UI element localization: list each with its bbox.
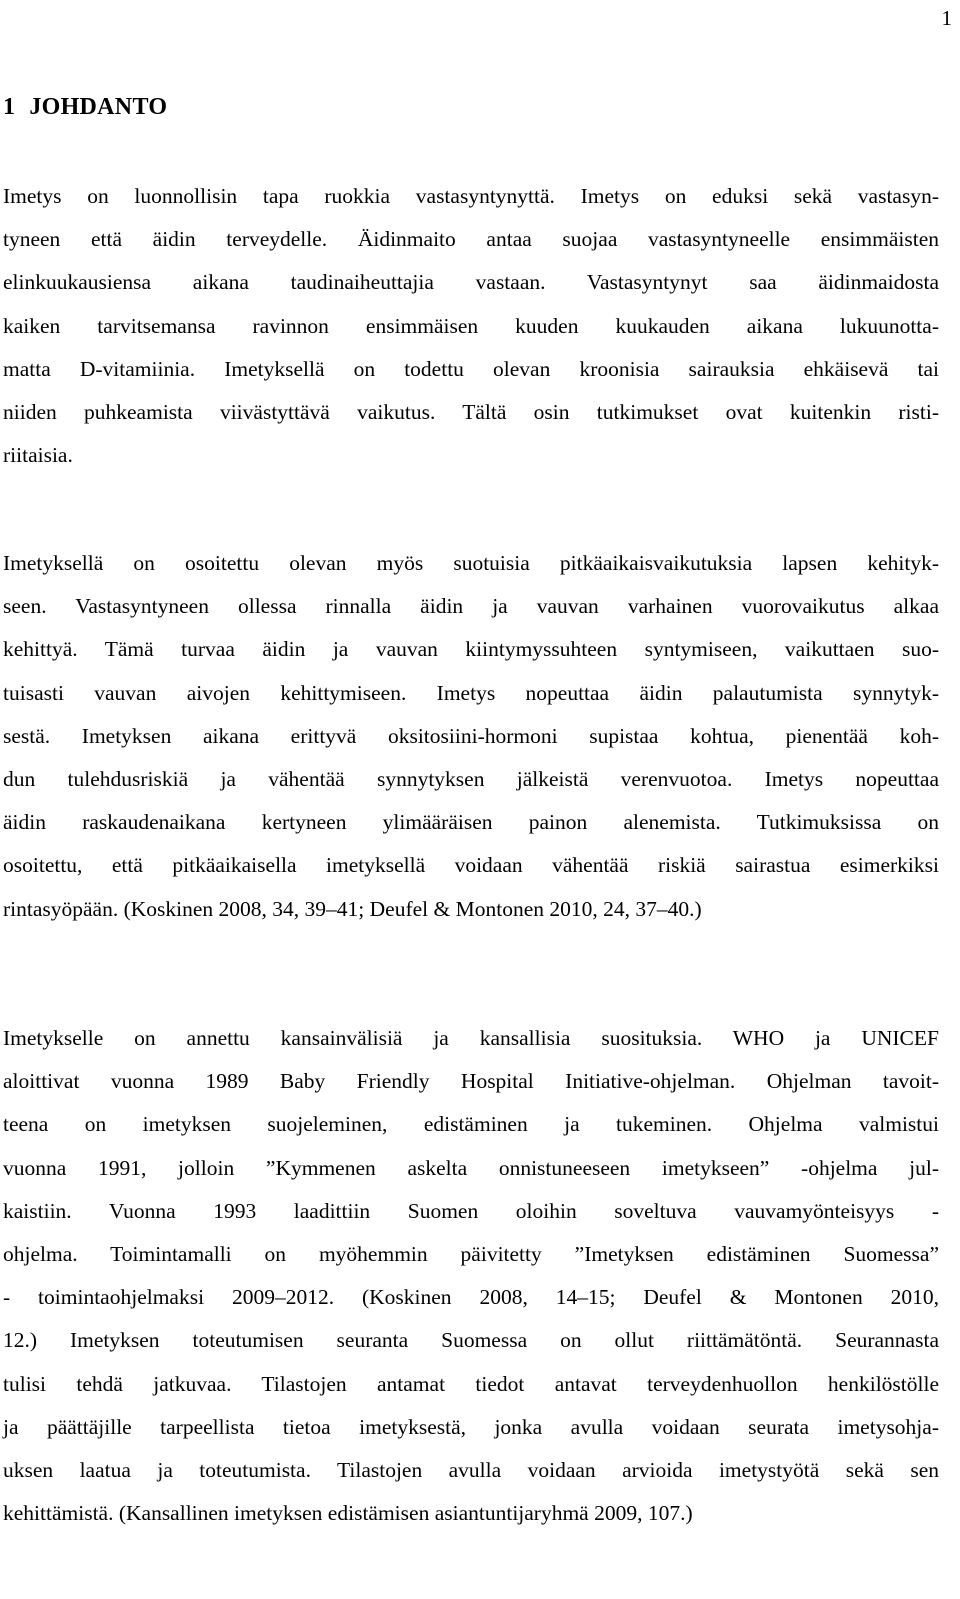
text-line: seen. Vastasyntyneen ollessa rinnalla äidin ja vauvan varhainen vuorovaikutus alkaa xyxy=(3,594,939,619)
page-number: 1 xyxy=(941,6,952,30)
text-line: tyneen että äidin terveydelle. Äidinmaito antaa suojaa vastasyntyneelle ensimmäisten xyxy=(3,227,939,252)
text-line: Imetys on luonnollisin tapa ruokkia vastasyntynyttä. Imetys on eduksi sekä vastasyn- xyxy=(3,184,939,208)
text-line: äidin raskaudenaikana kertyneen ylimääräisen painon alenemista. Tutkimuksissa on xyxy=(3,810,939,835)
paragraph-3 xyxy=(3,1017,939,1535)
text-line: tuisasti vauvan aivojen kehittymiseen. Imetys nopeuttaa äidin palautumista synnytyk- xyxy=(3,680,939,705)
text-line: aloittivat vuonna 1989 Baby Friendly Hospital Initiative-ohjelman. Ohjelman tavoit- xyxy=(3,1069,939,1094)
text-line: uksen laatua ja toteutumista. Tilastojen avulla voidaan arvioida imetystyötä sekä sen xyxy=(3,1457,939,1482)
paragraph-1 xyxy=(3,175,939,477)
text-line: tulisi tehdä jatkuvaa. Tilastojen antamat tiedot antavat terveydenhuollon henkilöstölle xyxy=(3,1371,939,1396)
text-line: dun tulehdusriskiä ja vähentää synnytyksen jälkeistä verenvuotoa. Imetys nopeuttaa xyxy=(3,766,939,791)
text-line: rintasyöpään. (Koskinen 2008, 34, 39–41; Deufel & Montonen 2010, 24, 37–40.) xyxy=(3,896,702,921)
text-line: matta D-vitamiinia. Imetyksellä on todettu olevan kroonisia sairauksia ehkäisevä tai xyxy=(3,356,939,381)
text-line: Imetyksellä on osoitettu olevan myös suotuisia pitkäaikaisvaikutuksia lapsen kehityk- xyxy=(3,551,939,575)
text-line: 12.) Imetyksen toteutumisen seuranta Suomessa on ollut riittämätöntä. Seurannasta xyxy=(3,1328,939,1353)
text-line: kehittämistä. (Kansallinen imetyksen edistämisen asiantuntijaryhmä 2009, 107.) xyxy=(3,1501,693,1526)
text-line: elinkuukausiensa aikana taudinaiheuttajia vastaan. Vastasyntynyt saa äidinmaidosta xyxy=(3,270,939,295)
text-line: ohjelma. Toimintamalli on myöhemmin päivitetty ”Imetyksen edistäminen Suomessa” xyxy=(3,1241,939,1266)
text-line: kaiken tarvitsemansa ravinnon ensimmäisen kuuden kuukauden aikana lukuunotta- xyxy=(3,313,939,338)
text-line: - toimintaohjelmaksi 2009–2012. (Koskinen 2008, 14–15; Deufel & Montonen 2010, xyxy=(3,1285,939,1310)
section-number: 1 xyxy=(3,94,16,120)
paragraph-2 xyxy=(3,542,939,931)
text-line: kehittyä. Tämä turvaa äidin ja vauvan kiintymyssuhteen syntymiseen, vaikuttaen suo- xyxy=(3,637,939,662)
text-line: vuonna 1991, jolloin ”Kymmenen askelta onnistuneeseen imetykseen” -ohjelma jul- xyxy=(3,1155,939,1180)
text-line: teena on imetyksen suojeleminen, edistäminen ja tukeminen. Ohjelma valmistui xyxy=(3,1112,939,1137)
text-line: sestä. Imetyksen aikana erittyvä oksitosiini-hormoni supistaa kohtua, pienentää koh- xyxy=(3,723,939,748)
text-line: kaistiin. Vuonna 1993 laadittiin Suomen oloihin soveltuva vauvamyönteisyys - xyxy=(3,1198,939,1223)
text-line: niiden puhkeamista viivästyttävä vaikutus. Tältä osin tutkimukset ovat kuitenkin risti- xyxy=(3,399,939,424)
text-line: osoitettu, että pitkäaikaisella imetyksellä voidaan vähentää riskiä sairastua esimerkiksi xyxy=(3,853,939,878)
section-title: JOHDANTO xyxy=(29,94,168,120)
text-line: ja päättäjille tarpeellista tietoa imetyksestä, jonka avulla voidaan seurata imetysohja- xyxy=(3,1414,939,1439)
section-heading xyxy=(3,92,167,122)
text-line: Imetykselle on annettu kansainvälisiä ja kansallisia suosituksia. WHO ja UNICEF xyxy=(3,1026,939,1050)
text-line: riitaisia. xyxy=(3,443,73,468)
